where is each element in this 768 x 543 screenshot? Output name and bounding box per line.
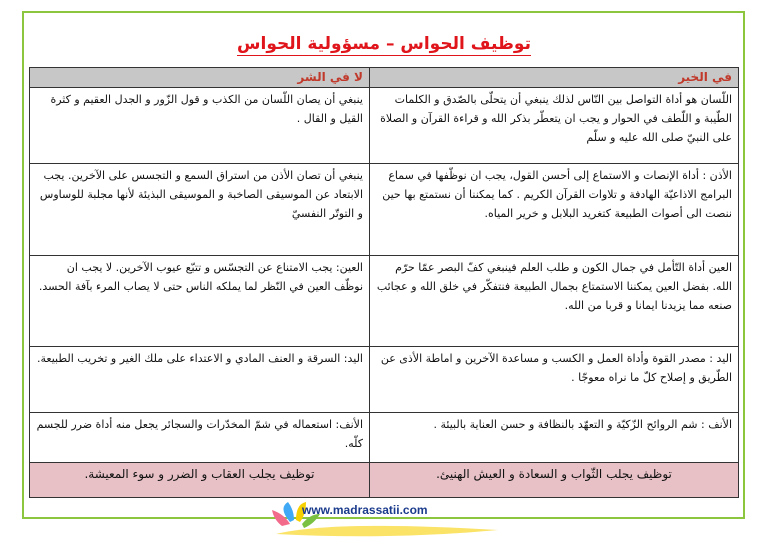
header-evil: لا في الشر	[30, 68, 370, 88]
cell-eye-good: العين أداة التّأمل في جمال الكون و طلب العلم فينبغي كفّ البصر عمّا حرّم الله. بفضل العين يمكننا الاستمتاع بجمال الطبيعة فنتفكّر في خلق الله و عجائب صنعه مما يزيدنا ايمانا و قربا من الله.	[370, 256, 739, 347]
table-row	[30, 347, 739, 413]
cell-hand-evil: اليد: السرقة و العنف المادي و الاعتداء على ملك الغير و تخريب الطبيعة.	[30, 347, 370, 413]
cell-ear-good: الأذن : أداة الإنصات و الاستماع إلى أحسن القول، يجب ان نوظّفها في سماع البرامج الاذاعيّة الهادفة و تلاوات القرآن الكريم . كما يمكننا أن نستمتع بها حين ننصت الى أصوات الطبيعة كتغريد البلابل و خرير المياه.	[370, 164, 739, 256]
summary-evil: توظيف يجلب العقاب و الضرر و سوء المعيشة.	[30, 463, 370, 498]
summary-good: توظيف يجلب الثّواب و السعادة و العيش الهنيئ.	[370, 463, 739, 498]
table-row	[30, 164, 739, 256]
cell-tongue-evil: ينبغي أن يصان اللّسان من الكذب و قول الزّور و الجدل العقيم و كثرة القيل و القال .	[30, 88, 370, 164]
cell-nose-evil: الأنف: استعماله في شمّ المخدّرات والسجائر يجعل منه أداة ضرر للجسم كلّه.	[30, 413, 370, 463]
table-row	[30, 413, 739, 463]
cell-hand-good: اليد : مصدر القوة وأداة العمل و الكسب و مساعدة الآخرين و اماطة الأذى عن الطّريق و إصلاح كلّ ما نراه معوجّا .	[370, 347, 739, 413]
summary-row	[30, 463, 739, 498]
header-row	[30, 68, 739, 88]
table-row	[30, 256, 739, 347]
header-good: في الخير	[370, 68, 739, 88]
cell-ear-evil: ينبغي أن تصان الأذن من استراق السمع و التجسس على الآخرين. يجب الابتعاد عن الموسيقى الصاخبة و الموسيقى البذيئة لأنها مجلبة للوساوس و التوتّر النفسيّ	[30, 164, 370, 256]
cell-nose-good: الأنف : شم الروائح الزّكيّة و التعهّد بالنظافة و حسن العناية بالبيئة .	[370, 413, 739, 463]
logo-text: www.madrassatii.com	[302, 503, 428, 517]
senses-table	[29, 67, 739, 498]
table-row	[30, 88, 739, 164]
cell-eye-evil: العين: يجب الامتناع عن التجسّس و تتبّع عيوب الآخرين. لا يجب ان نوظّف العين في النّظر لما يملكه الناس حتى لا يصاب المرء بآفة الحسد.	[30, 256, 370, 347]
cell-tongue-good: اللّسان هو أداة التواصل بين النّاس لذلك ينبغي أن يتحلّى بالصّدق و الكلمات الطّيبة و اللّطف في الحوار و يجب ان يتعطّر بذكر الله و قراءة القرآن و الصلاة على النبيّ صلى الله عليه و سلّم	[370, 88, 739, 164]
page-title-text: توظيف الحواس – مسؤولية الحواس	[237, 34, 531, 54]
page-title	[0, 34, 768, 54]
